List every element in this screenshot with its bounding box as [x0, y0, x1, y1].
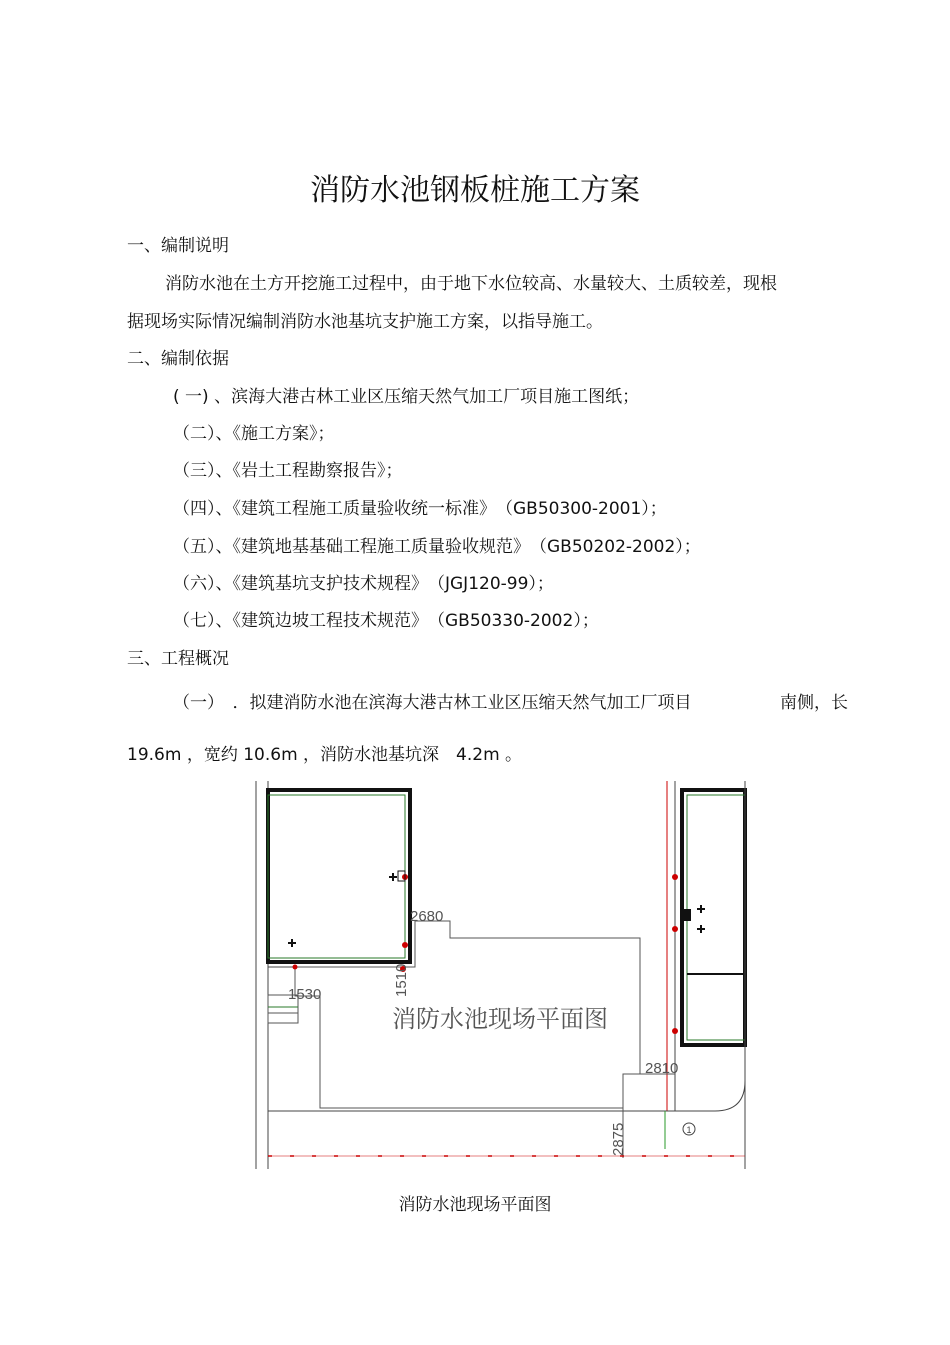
basis-item: （七）、《建筑边坡工程技术规范》 （GB50330-2002）； [173, 611, 599, 631]
section-1-heading: 一、编制说明 [127, 236, 229, 256]
section-2-heading: 二、编制依据 [127, 349, 229, 369]
basis-item: （三）、《岩土工程勘察报告》； [173, 461, 403, 481]
section-1-para-line-1: 消防水池在土方开挖施工过程中，由于地下水位较高、水量较大、土质较差，现根 [165, 274, 777, 294]
dimension-label: 2680 [410, 908, 444, 925]
basis-item: ( 一) 、滨海大港古林工业区压缩天然气加工厂项目施工图纸； [173, 387, 640, 407]
overview-line-1-end: 南侧，长 [780, 693, 848, 713]
dimension-label: 2875 [610, 1122, 627, 1156]
basis-item: （五）、《建筑地基基础工程施工质量验收规范》 （GB50202-2002）； [173, 537, 701, 557]
section-3-heading: 三、工程概况 [127, 649, 229, 669]
dimension-label: 1530 [288, 986, 322, 1003]
dimension-label: 1510 [393, 963, 410, 997]
section-1-para-line-2: 据现场实际情况编制消防水池基坑支护施工方案，以指导施工。 [127, 312, 603, 332]
plan-label: 消防水池现场平面图 [392, 1005, 608, 1033]
dimension-label: 2810 [645, 1060, 679, 1077]
site-plan-drawing [255, 781, 767, 1169]
axis-mark: 1 [686, 1125, 692, 1135]
basis-item: （四）、《建筑工程施工质量验收统一标准》 （GB50300-2001）； [173, 499, 667, 519]
basis-item: （二）、《施工方案》； [173, 424, 335, 444]
overview-line-2: 19.6m ，宽约 10.6m ，消防水池基坑深 4.2m 。 [127, 745, 523, 765]
basis-item: （六）、《建筑基坑支护技术规程》 （JGJ120-99）； [173, 574, 554, 594]
figure-caption: 消防水池现场平面图 [398, 1195, 552, 1215]
document-title: 消防水池钢板桩施工方案 [310, 173, 640, 208]
overview-line-1: （一） ．拟建消防水池在滨海大港古林工业区压缩天然气加工厂项目 [173, 693, 692, 713]
